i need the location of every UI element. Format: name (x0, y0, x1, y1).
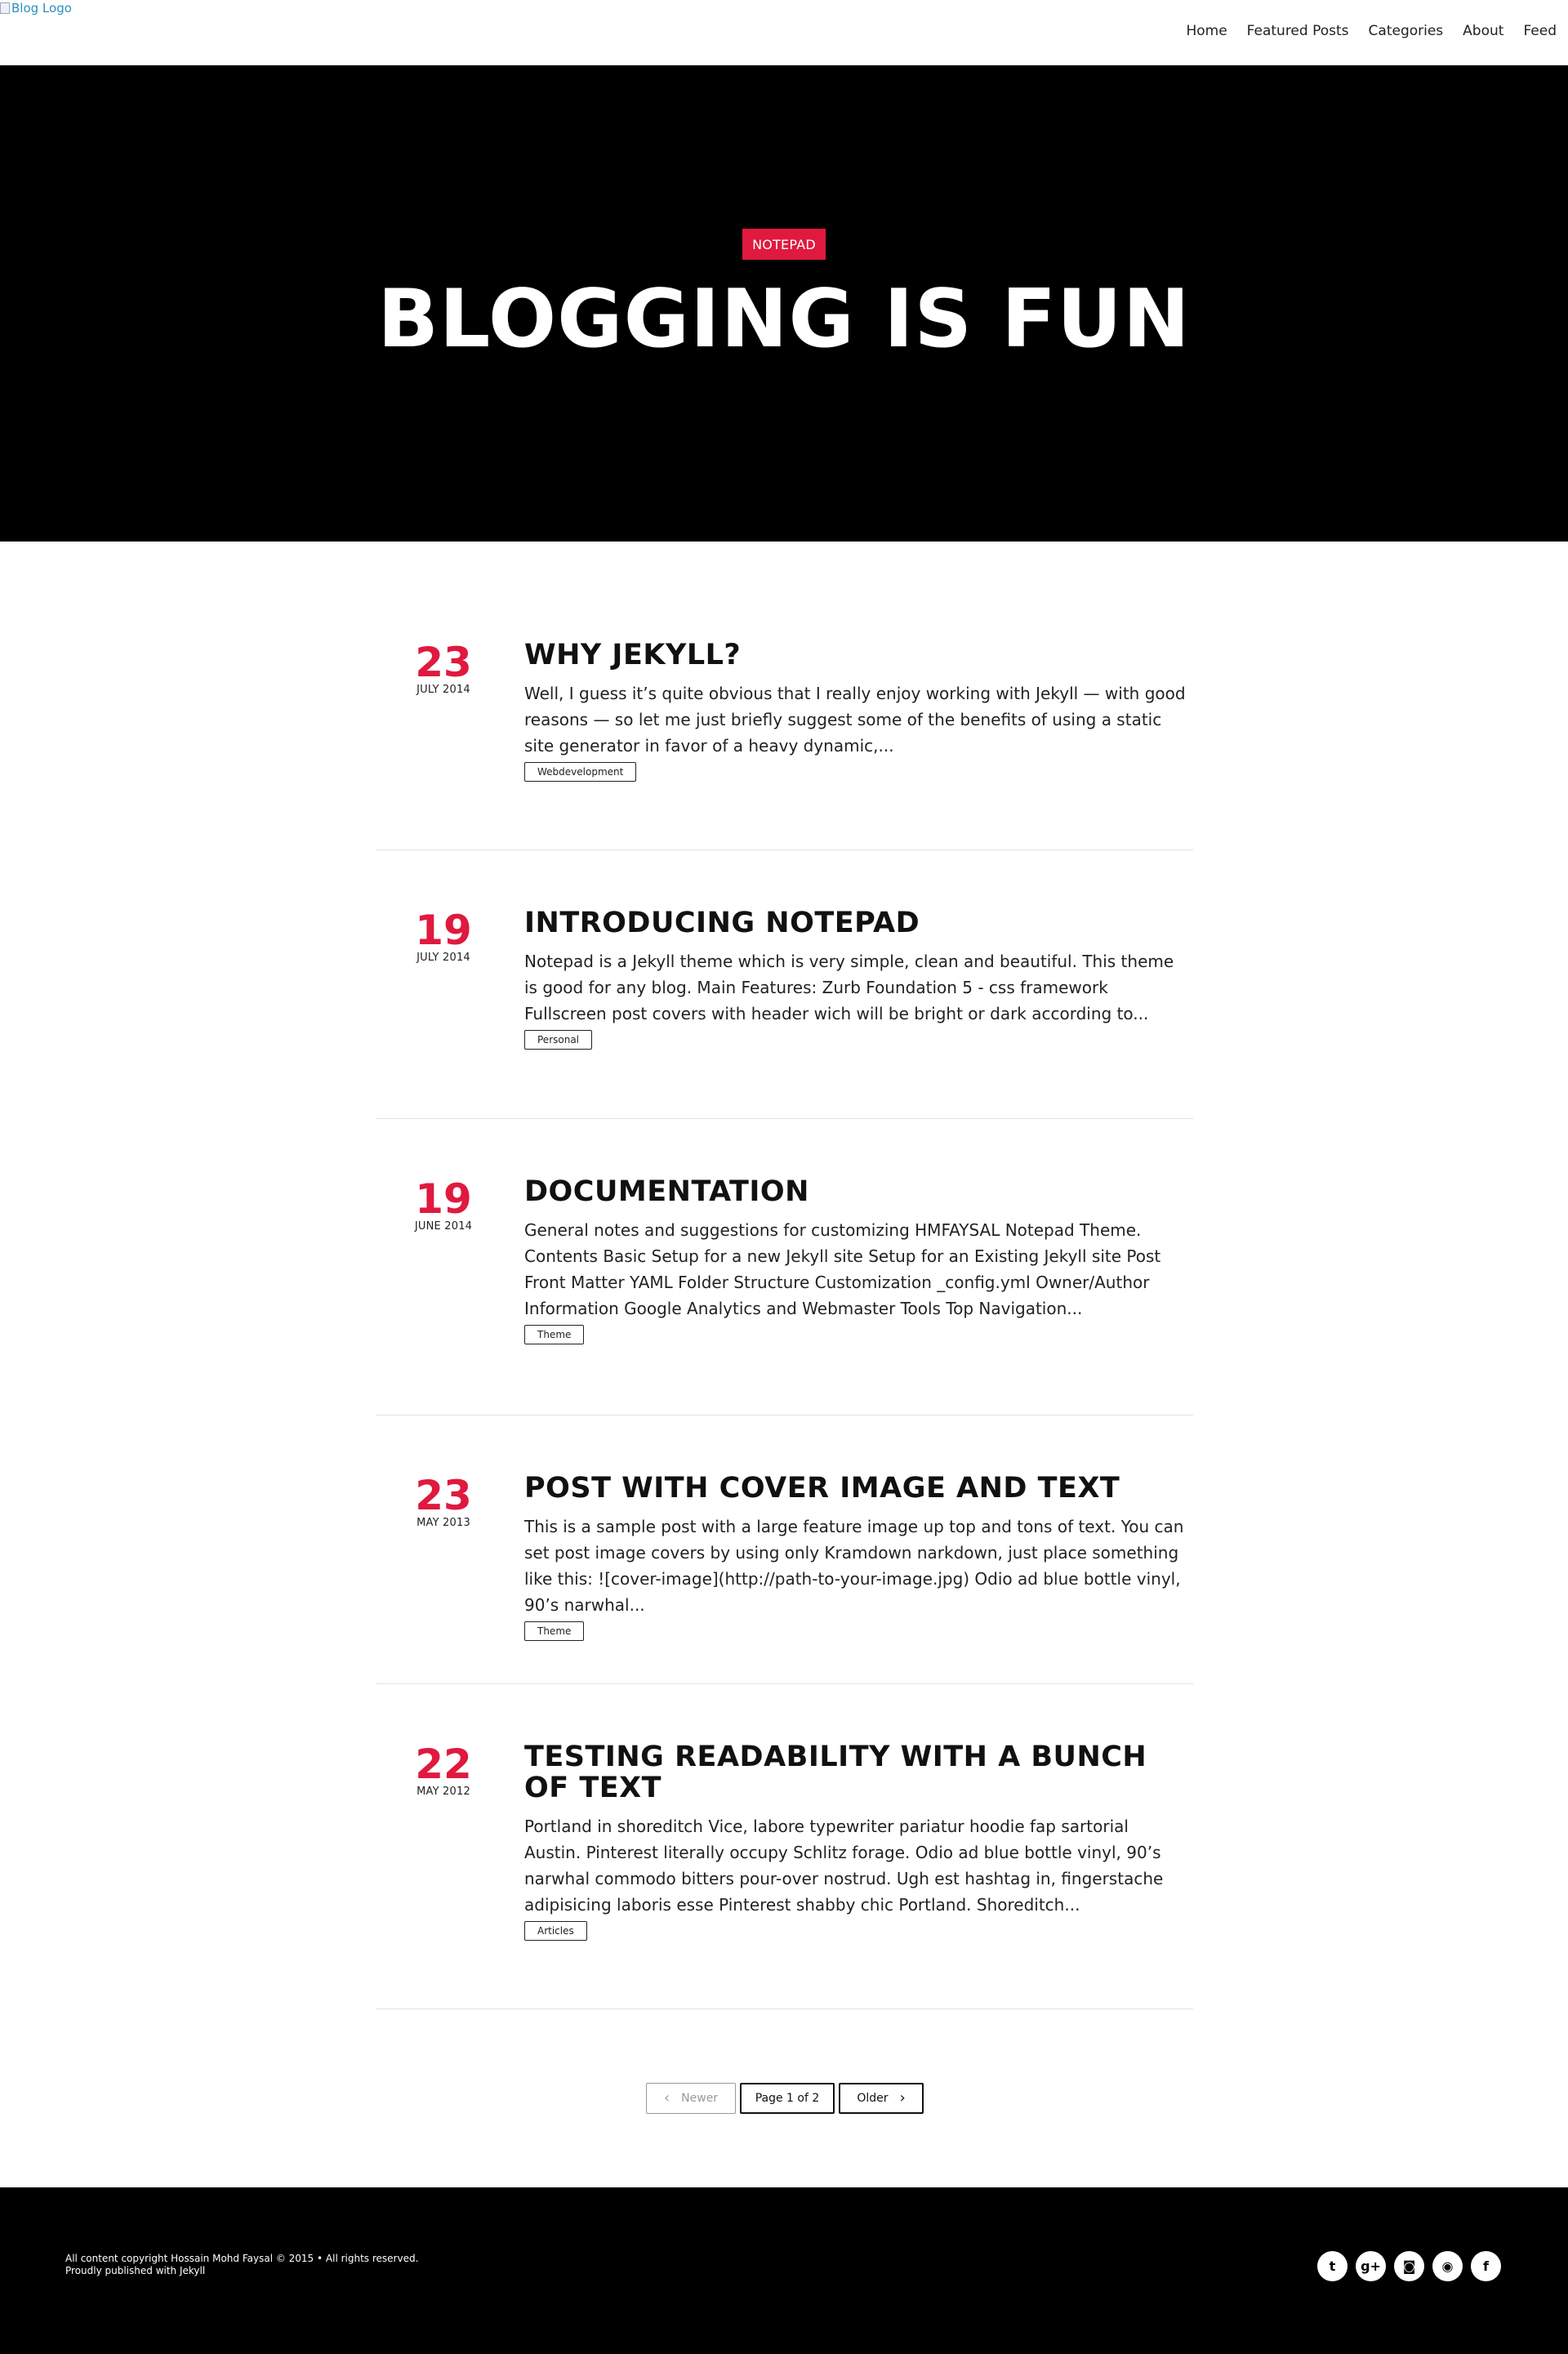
post-tag[interactable]: Articles (524, 1921, 587, 1941)
post-day: 23 (415, 1472, 472, 1519)
social-links (1317, 2251, 1501, 2281)
newer-label: Newer (681, 2092, 719, 2105)
post-day: 23 (415, 639, 472, 686)
hero-site-tag[interactable]: NOTEPAD (742, 229, 826, 260)
main-nav (1186, 23, 1557, 39)
post-excerpt: General notes and suggestions for customizing HMFAYSAL Notepad Theme. Contents Basic Setup for a new Jekyll site Setup for an Existing Jekyll site Post Front Matter YAML Folder Structure Customization _config.yml Owner/Author Information Google Analytics and Webmaster Tools Top Navigation... (524, 1220, 1161, 1318)
post-day: 19 (415, 907, 472, 954)
nav-about[interactable]: About (1463, 23, 1504, 39)
chevron-left-icon: ‹ (663, 2089, 670, 2107)
post-excerpt: This is a sample post with a large feature image up top and tons of text. You can set post image covers by using only Kramdown narkdown, just place something like this: ![cover-image](http://path-to-your-image.jpg) Odio ad blue bottle vinyl, 90’s narwhal... (524, 1517, 1184, 1615)
hero-banner (0, 65, 1568, 542)
pagination (646, 2083, 924, 2114)
post-title[interactable]: POST WITH COVER IMAGE AND TEXT (524, 1472, 1120, 1505)
post-card (376, 1416, 1193, 1684)
instagram-icon[interactable]: ◙ (1394, 2251, 1424, 2281)
post-date (376, 907, 511, 964)
google-plus-icon[interactable]: g+ (1356, 2251, 1386, 2281)
post-card (376, 850, 1193, 1119)
post-card (376, 1119, 1193, 1416)
post-tag[interactable]: Theme (524, 1325, 584, 1344)
post-excerpt: Well, I guess it’s quite obvious that I really enjoy working with Jekyll — with good reasons — so let me just briefly suggest some of the benefits of using a static site generator in favor of a heavy dynamic,... (524, 684, 1186, 756)
post-month: JULY 2014 (416, 684, 470, 696)
post-month: JUNE 2014 (414, 1220, 473, 1233)
post-day: 22 (415, 1741, 472, 1788)
post-excerpt: Notepad is a Jekyll theme which is very simple, clean and beautiful. This theme is good for any blog. Main Features: Zurb Foundation 5 - css framework Fullscreen post covers with header wich will be bright or dark according to... (524, 952, 1174, 1023)
post-content (524, 1741, 1186, 1941)
post-title[interactable]: WHY JEKYLL? (524, 639, 742, 671)
nav-featured-posts[interactable]: Featured Posts (1246, 23, 1349, 39)
post-content (524, 640, 1186, 782)
post-tag[interactable]: Webdevelopment (524, 762, 636, 782)
post-content (524, 1473, 1186, 1641)
post-date (376, 1176, 511, 1233)
site-header (0, 0, 1568, 65)
newer-button[interactable] (646, 2083, 736, 2114)
nav-feed[interactable]: Feed (1523, 23, 1557, 39)
post-tag[interactable]: Theme (524, 1621, 584, 1641)
blog-logo-alt-text: Blog Logo (11, 1, 72, 16)
post-month: JULY 2014 (416, 952, 470, 964)
twitter-icon[interactable]: t (1317, 2251, 1348, 2281)
post-card (376, 1684, 1193, 2009)
post-title[interactable]: DOCUMENTATION (524, 1175, 809, 1208)
post-tag[interactable]: Personal (524, 1030, 592, 1050)
page-indicator: Page 1 of 2 (740, 2083, 835, 2114)
older-button[interactable] (839, 2083, 924, 2114)
post-title[interactable]: TESTING READABILITY WITH A BUNCH OF TEXT (524, 1741, 1147, 1804)
nav-categories[interactable]: Categories (1368, 23, 1444, 39)
blog-logo-link[interactable] (0, 0, 72, 16)
post-card (376, 542, 1193, 850)
older-label: Older (857, 2092, 889, 2105)
published-text: Proudly published with Jekyll (65, 2265, 206, 2276)
post-title[interactable]: INTRODUCING NOTEPAD (524, 907, 920, 939)
post-date (376, 1741, 511, 1798)
post-content (524, 1176, 1186, 1344)
post-date (376, 640, 511, 696)
copyright-text: All content copyright Hossain Mohd Faysal © 2015 • All rights reserved. (65, 2253, 419, 2264)
post-day: 19 (415, 1175, 472, 1223)
post-date (376, 1473, 511, 1529)
footer-copyright (65, 2253, 418, 2277)
post-excerpt: Portland in shoreditch Vice, labore typewriter pariatur hoodie fap sartorial Austin. Pinterest literally occupy Schlitz forage. Odio ad blue bottle vinyl, 90’s narwhal commodo bitters pour-over nostrud. Ugh est hashtag in, fingerstache adipisicing laboris esse Pinterest shabby chic Portland. Shoreditch... (524, 1817, 1164, 1915)
post-month: MAY 2012 (416, 1786, 470, 1798)
post-month: MAY 2013 (416, 1517, 470, 1529)
site-footer (0, 2187, 1568, 2354)
facebook-icon[interactable]: f (1471, 2251, 1501, 2281)
hero-title: BLOGGING IS FUN (377, 273, 1191, 366)
chevron-right-icon: › (899, 2089, 906, 2107)
nav-home[interactable]: Home (1186, 23, 1227, 39)
github-icon[interactable]: ◉ (1432, 2251, 1463, 2281)
post-content (524, 907, 1186, 1050)
broken-image-icon (0, 2, 10, 14)
